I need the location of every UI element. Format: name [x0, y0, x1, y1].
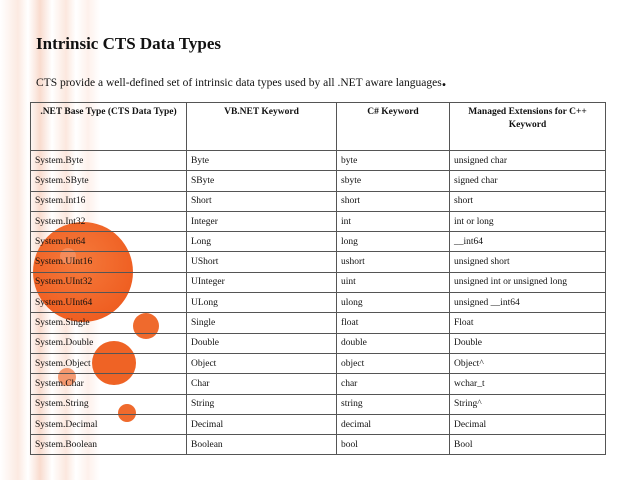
table-header-row — [31, 103, 606, 151]
cell-cpp: int or long — [450, 211, 606, 231]
cell-csharp: int — [337, 211, 450, 231]
cell-base-type: System.Char — [31, 374, 187, 394]
cell-csharp: short — [337, 191, 450, 211]
cell-csharp: byte — [337, 151, 450, 171]
cell-base-type: System.Object — [31, 353, 187, 373]
intro-text: CTS provide a well-defined set of intrinsic data types used by all .NET aware languages — [36, 77, 442, 89]
cell-vbnet: Decimal — [187, 414, 337, 434]
cell-csharp: sbyte — [337, 171, 450, 191]
table-row — [31, 313, 606, 333]
cell-csharp: decimal — [337, 414, 450, 434]
cell-cpp: Decimal — [450, 414, 606, 434]
cell-cpp: Bool — [450, 435, 606, 455]
table-row — [31, 151, 606, 171]
table-row — [31, 293, 606, 313]
cell-base-type: System.Int32 — [31, 211, 187, 231]
cell-csharp: long — [337, 232, 450, 252]
cell-vbnet: UShort — [187, 252, 337, 272]
cell-cpp: unsigned __int64 — [450, 293, 606, 313]
cell-cpp: unsigned int or unsigned long — [450, 272, 606, 292]
cell-base-type: System.UInt32 — [31, 272, 187, 292]
cell-base-type: System.UInt64 — [31, 293, 187, 313]
cell-base-type: System.Decimal — [31, 414, 187, 434]
cell-base-type: System.Boolean — [31, 435, 187, 455]
cell-vbnet: Char — [187, 374, 337, 394]
cell-base-type: System.Double — [31, 333, 187, 353]
cell-vbnet: Integer — [187, 211, 337, 231]
cell-base-type: System.UInt16 — [31, 252, 187, 272]
cell-vbnet: String — [187, 394, 337, 414]
cell-csharp: ushort — [337, 252, 450, 272]
cell-cpp: signed char — [450, 171, 606, 191]
cell-cpp: short — [450, 191, 606, 211]
table-row — [31, 272, 606, 292]
table-row — [31, 252, 606, 272]
cell-cpp: String^ — [450, 394, 606, 414]
cell-csharp: uint — [337, 272, 450, 292]
cell-cpp: Double — [450, 333, 606, 353]
cell-vbnet: Short — [187, 191, 337, 211]
cell-vbnet: UInteger — [187, 272, 337, 292]
cell-base-type: System.Int16 — [31, 191, 187, 211]
cell-base-type: System.Int64 — [31, 232, 187, 252]
cell-vbnet: Boolean — [187, 435, 337, 455]
cell-base-type: System.String — [31, 394, 187, 414]
header-cpp-keyword: Managed Extensions for C++ Keyword — [450, 103, 606, 151]
cell-vbnet: Double — [187, 333, 337, 353]
table-row — [31, 232, 606, 252]
cts-types-table — [30, 102, 606, 455]
cell-cpp: Object^ — [450, 353, 606, 373]
header-base-type: .NET Base Type (CTS Data Type) — [31, 103, 187, 151]
cell-csharp: bool — [337, 435, 450, 455]
cell-csharp: char — [337, 374, 450, 394]
cell-base-type: System.Single — [31, 313, 187, 333]
cell-base-type: System.SByte — [31, 171, 187, 191]
slide-title: Intrinsic CTS Data Types — [36, 34, 221, 53]
cell-csharp: float — [337, 313, 450, 333]
slide-intro — [36, 70, 446, 91]
cell-csharp: string — [337, 394, 450, 414]
cell-vbnet: Single — [187, 313, 337, 333]
table-row — [31, 171, 606, 191]
cell-csharp: object — [337, 353, 450, 373]
cell-cpp: unsigned char — [450, 151, 606, 171]
table-row — [31, 211, 606, 231]
table-row — [31, 191, 606, 211]
intro-period: . — [441, 70, 447, 90]
cell-vbnet: Byte — [187, 151, 337, 171]
table-row — [31, 414, 606, 434]
cell-csharp: double — [337, 333, 450, 353]
table-row — [31, 374, 606, 394]
cell-vbnet: Object — [187, 353, 337, 373]
table-row — [31, 353, 606, 373]
cell-vbnet: ULong — [187, 293, 337, 313]
header-csharp-keyword: C# Keyword — [337, 103, 450, 151]
cell-cpp: Float — [450, 313, 606, 333]
cell-cpp: __int64 — [450, 232, 606, 252]
cell-vbnet: Long — [187, 232, 337, 252]
table-row — [31, 435, 606, 455]
table-row — [31, 333, 606, 353]
table-body — [31, 151, 606, 455]
cell-vbnet: SByte — [187, 171, 337, 191]
cell-cpp: unsigned short — [450, 252, 606, 272]
cell-base-type: System.Byte — [31, 151, 187, 171]
cell-cpp: wchar_t — [450, 374, 606, 394]
header-vbnet-keyword: VB.NET Keyword — [187, 103, 337, 151]
cell-csharp: ulong — [337, 293, 450, 313]
table-row — [31, 394, 606, 414]
